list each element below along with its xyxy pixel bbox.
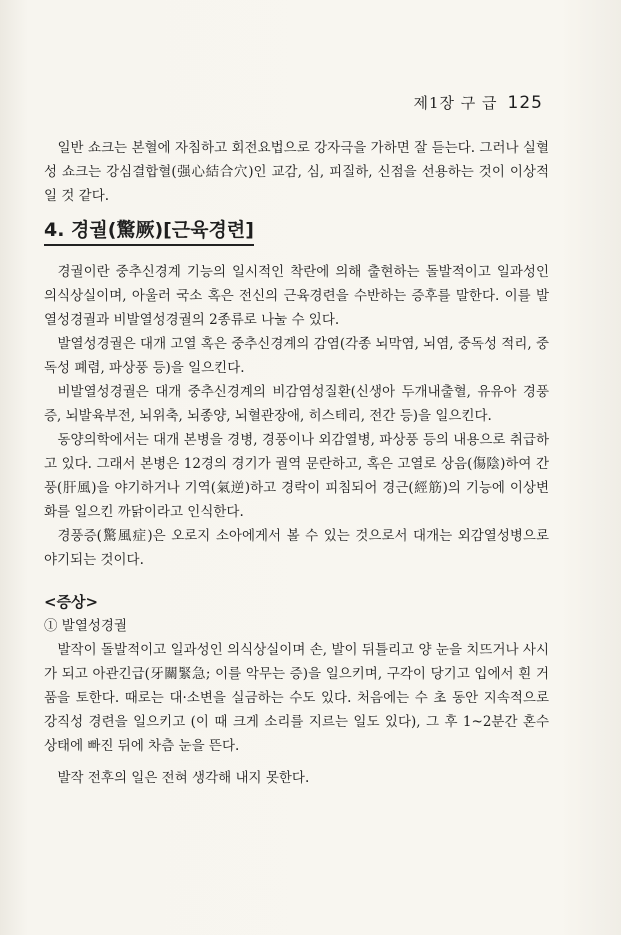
section-paragraph-2: 발열성경궐은 대개 고열 혹은 중추신경계의 감염(각종 뇌막염, 뇌염, 중독성 적리, 중독성 폐렴, 파상풍 등)을 일으킨다. [44,336,549,376]
symptom-paragraph-1: 발작이 돌발적이고 일과성인 의식상실이며 손, 발이 뒤틀리고 양 눈을 치뜨거나 사시가 되고 아관긴급(牙關緊急; 이를 악무는 증)을 일으키며, 구각이 당기고 입에서 흰 거품을 토한다. 때로는 대·소변을 실금하는 수도 있다. 처음에는 수 초 동안 지속적으로 강직성 경련을 일으키고 (이 때 크게 소리를 지르는 일도 있다), 그 후 1~2분간 혼수 상태에 빠진 뒤에 차츰 눈을 뜬다. [44,642,549,754]
running-header [414,92,544,113]
section-paragraph-1: 경궐이란 중추신경계 기능의 일시적인 착란에 의해 출현하는 돌발적이고 일과성인 의식상실이며, 아울러 국소 혹은 전신의 근육경련을 수반하는 증후를 말한다. 이를 발열성경궐과 비발열성경궐의 2종류로 나눌 수 있다. [44,264,549,328]
symptoms-heading: <증상> [44,593,99,611]
page-number: 125 [507,93,543,113]
chapter-title: 제1장 구 급 [413,94,498,112]
section-paragraph-3: 비발열성경궐은 대개 중추신경계의 비감염성질환(신생아 두개내출혈, 유유아 경풍증, 뇌발육부전, 뇌위축, 뇌종양, 뇌혈관장애, 히스테리, 전간 등)을 일으킨다. [44,384,549,424]
section-paragraph-4: 동양의학에서는 대개 본병을 경병, 경풍이나 외감열병, 파상풍 등의 내용으로 취급하고 있다. 그래서 본병은 12경의 경기가 궐역 문란하고, 혹은 고열로 상음(傷陰)하여 간풍(肝風)을 야기하거나 기역(氣逆)하고 경락이 피침되어 경근(經筋)의 기능에 이상변화를 일으킨 까닭이라고 인식한다. [44,432,549,520]
page-body [44,136,549,790]
section-title: 4. 경궐(驚厥)[근육경련] [44,218,254,246]
symptom-item-title: ① 발열성경궐 [44,618,127,634]
intro-paragraph: 일반 쇼크는 본혈에 자침하고 회전요법으로 강자극을 가하면 잘 듣는다. 그러나 실혈성 쇼크는 강심결합혈(强心結合穴)인 교감, 심, 피질하, 신점을 선용하는 것이 이상적일 것 같다. [44,140,549,204]
section-paragraph-5: 경풍증(驚風症)은 오로지 소아에게서 볼 수 있는 것으로서 대개는 외감열성병으로 야기되는 것이다. [44,528,549,568]
symptom-paragraph-2: 발작 전후의 일은 전혀 생각해 내지 못한다. [57,770,310,786]
